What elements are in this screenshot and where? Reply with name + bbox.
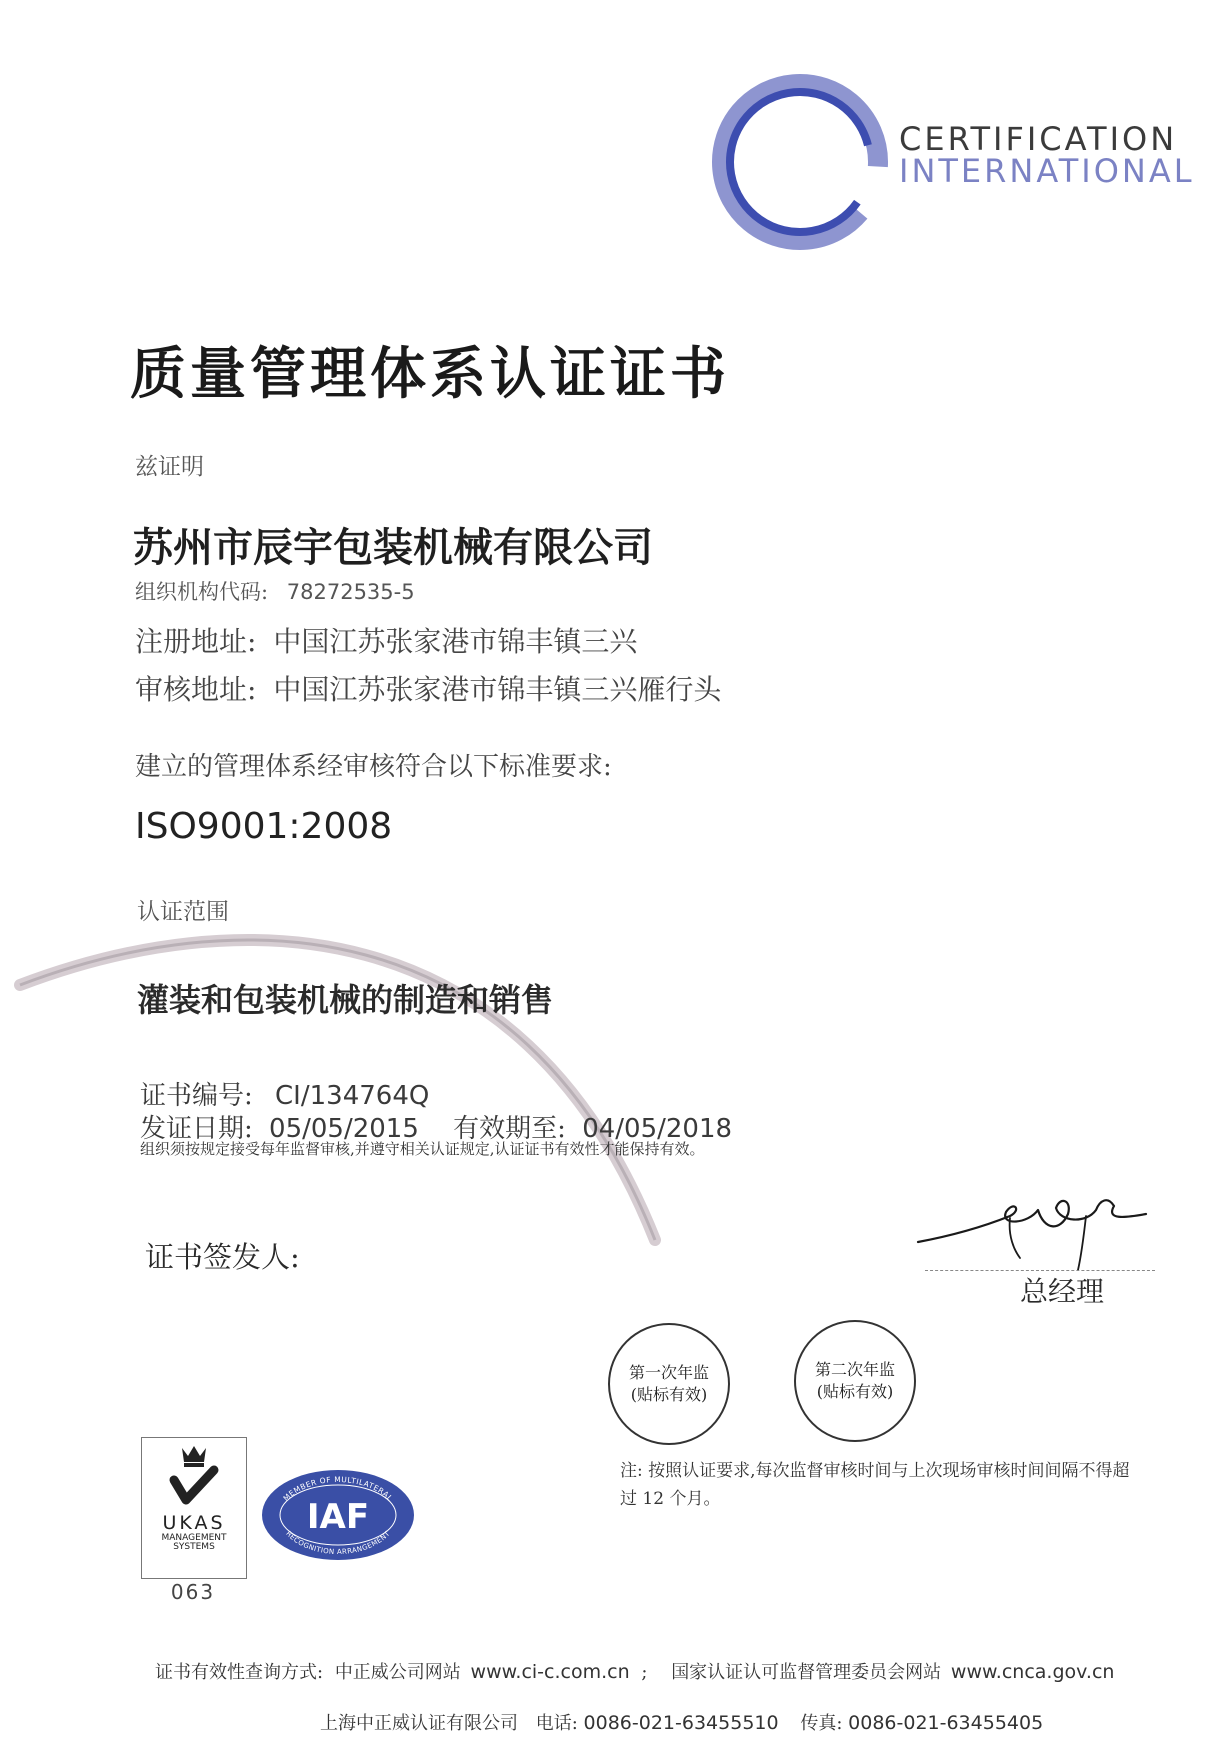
- cert-number-row: [140, 1075, 429, 1112]
- handwritten-signature: [910, 1170, 1150, 1280]
- brand-name-line1: CERTIFICATION: [899, 120, 1178, 158]
- scope-value: 灌装和包装机械的制造和销售: [137, 981, 554, 1019]
- ukas-sub-line1: MANAGEMENT: [161, 1533, 227, 1543]
- iaf-ring-text-bottom: RECOGNITION ARRANGEMENT: [284, 1529, 392, 1557]
- ukas-logo: [141, 1437, 247, 1579]
- stamp-1-line2: (贴标有效): [630, 1385, 708, 1404]
- org-code-label: 组织机构代码:: [135, 580, 269, 604]
- cert-number-label: 证书编号:: [140, 1081, 253, 1111]
- maintenance-notice: 组织须按规定接受每年监督审核,并遵守相关认证规定,认证证书有效性才能保持有效。: [140, 1140, 705, 1158]
- org-code-value: 78272535-5: [286, 580, 415, 604]
- registered-address-value: 中国江苏张家港市锦丰镇三兴: [273, 625, 638, 658]
- footer-site1-url[interactable]: www.ci-c.com.cn: [470, 1661, 630, 1683]
- iaf-ring-text: MEMBER OF MULTILATERAL: [281, 1474, 395, 1503]
- audit-address-value: 中国江苏张家港市锦丰镇三兴雁行头: [273, 673, 722, 706]
- stamp-2-line2: (贴标有效): [816, 1382, 894, 1401]
- footer-phone: 0086-021-63455510: [583, 1712, 779, 1734]
- ukas-number: 063: [170, 1580, 216, 1604]
- footer-phone-label: 电话:: [535, 1713, 578, 1734]
- cert-number-value: CI/134764Q: [275, 1081, 430, 1111]
- audit-address-label: 审核地址:: [135, 673, 257, 706]
- crown-band: [184, 1463, 204, 1467]
- footer-company: 上海中正威认证有限公司: [320, 1713, 518, 1734]
- certificate-title: 质量管理体系认证证书: [130, 341, 730, 407]
- footer-query-line: [155, 1658, 1114, 1684]
- org-code-row: [135, 576, 415, 606]
- footer-site1-label: 中正威公司网站: [334, 1662, 461, 1683]
- audit-address-row: [135, 668, 721, 708]
- valid-until-value: 04/05/2018: [582, 1114, 733, 1144]
- audit-interval-note: 注: 按照认证要求,每次监督审核时间与上次现场审核时间间隔不得超过 12 个月。: [620, 1461, 1130, 1510]
- stamp-1-line1: 第一次年监: [628, 1362, 709, 1382]
- stamp-2-line1: 第二次年监: [814, 1359, 895, 1379]
- intro-text: 兹证明: [135, 454, 204, 480]
- registered-address-label: 注册地址:: [135, 625, 257, 658]
- valid-until-label: 有效期至:: [453, 1114, 566, 1144]
- company-name: 苏州市辰宇包装机械有限公司: [133, 524, 653, 571]
- signer-title: 总经理: [1020, 1275, 1105, 1308]
- iaf-logo: [258, 1466, 418, 1564]
- crown-shape: [182, 1446, 206, 1462]
- footer-separator: ;: [641, 1662, 648, 1683]
- ukas-crown-check-icon: [164, 1442, 224, 1510]
- ukas-sub-line2: SYSTEMS: [173, 1542, 215, 1553]
- standard-intro: 建立的管理体系经审核符合以下标准要求:: [135, 752, 612, 782]
- footer-fax-label: 传真:: [800, 1713, 843, 1734]
- footer-fax: 0086-021-63455405: [848, 1712, 1044, 1734]
- footer-contact-line: [320, 1709, 1043, 1735]
- brand-ring-icon: [700, 62, 900, 262]
- standard-value: ISO9001:2008: [135, 806, 393, 847]
- issuer-label: 证书签发人:: [145, 1240, 300, 1274]
- iaf-word: IAF: [306, 1497, 370, 1537]
- footer-site2-label: 国家认证认可监督管理委员会网站: [671, 1662, 942, 1683]
- footer-site2-url[interactable]: www.cnca.gov.cn: [950, 1661, 1115, 1683]
- annual-audit-stamp-1: [608, 1323, 730, 1445]
- scope-label: 认证范围: [137, 899, 229, 925]
- issue-date-value: 05/05/2015: [269, 1114, 419, 1144]
- ukas-word: UKAS: [162, 1512, 226, 1534]
- brand-name-line2: INTERNATIONAL: [899, 152, 1195, 190]
- footer-query-label: 证书有效性查询方式:: [155, 1662, 324, 1683]
- annual-audit-stamp-2: [794, 1320, 916, 1442]
- check-mark: [174, 1470, 214, 1500]
- signature-stroke: [918, 1200, 1146, 1242]
- registered-address-row: [135, 620, 637, 660]
- issue-date-label: 发证日期:: [140, 1114, 253, 1144]
